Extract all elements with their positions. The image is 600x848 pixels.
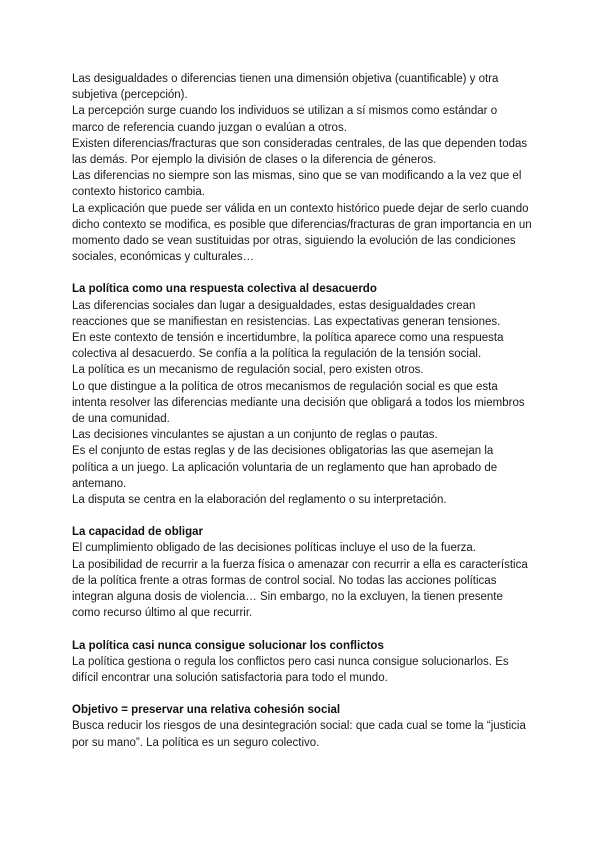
section-heading: La política casi nunca consigue solucionar los conflictos bbox=[72, 639, 384, 652]
section-respuesta-colectiva bbox=[72, 281, 532, 508]
section-paragraph: En este contexto de tensión e incertidumbre, la política aparece como una respuesta colectiva al desacuerdo. Se confía a la política la regulación de la tensión social. bbox=[72, 332, 504, 361]
intro-paragraph: La percepción surge cuando los individuos se utilizan a sí mismos como estándar o marco de referencia cuando juzgan o evalúan a otros. bbox=[72, 105, 498, 134]
intro-paragraph: Las desigualdades o diferencias tienen una dimensión objetiva (cuantificable) y otra subjetiva (percepción). bbox=[72, 73, 499, 102]
intro-paragraph: Existen diferencias/fracturas que son consideradas centrales, de las que dependen todas las demás. Por ejemplo la división de clases o la diferencia de géneros. bbox=[72, 137, 528, 167]
section-paragraph: La posibilidad de recurrir a la fuerza física o amenazar con recurrir a ella es característica de la política frente a otras formas de control social. No todas las acciones políticas integran alguna dosis de violencia… Sin embargo, no la excluyen, la tienen presente como recurso último al que recurrir. bbox=[72, 558, 528, 620]
section-paragraph: Lo que distingue a la política de otros mecanismos de regulación social es que esta intenta resolver las diferencias mediante una decisión que obligará a todos los miembros de una comunidad. bbox=[72, 380, 525, 426]
section-heading: La capacidad de obligar bbox=[72, 526, 204, 539]
section-paragraph: La disputa se centra en la elaboración del reglamento o su interpretación. bbox=[72, 494, 447, 507]
section-paragraph: El cumplimiento obligado de las decisiones políticas incluye el uso de la fuerza. bbox=[72, 542, 477, 555]
section-conflictos bbox=[72, 638, 532, 687]
section-paragraph: Es el conjunto de estas reglas y de las decisiones obligatorias las que asemejan la política a un juego. La aplicación voluntaria de un reglamento que han aprobado de antemano. bbox=[72, 445, 498, 490]
document-page bbox=[72, 71, 532, 751]
intro-paragraph: Las diferencias no siempre son las mismas, sino que se van modificando a la vez que el contexto historico cambia. bbox=[72, 170, 522, 199]
section-heading: Objetivo = preservar una relativa cohesión social bbox=[72, 704, 341, 717]
section-objetivo bbox=[72, 702, 532, 751]
section-capacidad-obligar bbox=[72, 524, 532, 621]
section-paragraph: Busca reducir los riesgos de una desintegración social: que cada cual se tome la “justicia por su mano”. La política es un seguro colectivo. bbox=[72, 720, 526, 749]
section-paragraph: Las diferencias sociales dan lugar a desigualdades, estas desigualdades crean reacciones que se manifiestan en resistencias. Las expectativas generan tensiones. bbox=[72, 299, 501, 328]
section-heading: La política como una respuesta colectiva al desacuerdo bbox=[72, 283, 377, 296]
section-paragraph: Las decisiones vinculantes se ajustan a un conjunto de reglas o pautas. bbox=[72, 429, 438, 442]
section-paragraph: La política es un mecanismo de regulación social, pero existen otros. bbox=[72, 364, 424, 377]
intro-paragraph: La explicación que puede ser válida en un contexto histórico puede dejar de serlo cuando dicho contexto se modifica, es posible que diferencias/fracturas de gran importancia en un momento dado se vean sustituidas por otras, siguiendo la evolución de las condiciones sociales, económicas y culturales… bbox=[72, 202, 532, 264]
section-paragraph: La política gestiona o regula los conflictos pero casi nunca consigue solucionarlos. Es difícil encontrar una solución satisfactoria para todo el mundo. bbox=[72, 655, 509, 684]
intro-block bbox=[72, 71, 532, 265]
